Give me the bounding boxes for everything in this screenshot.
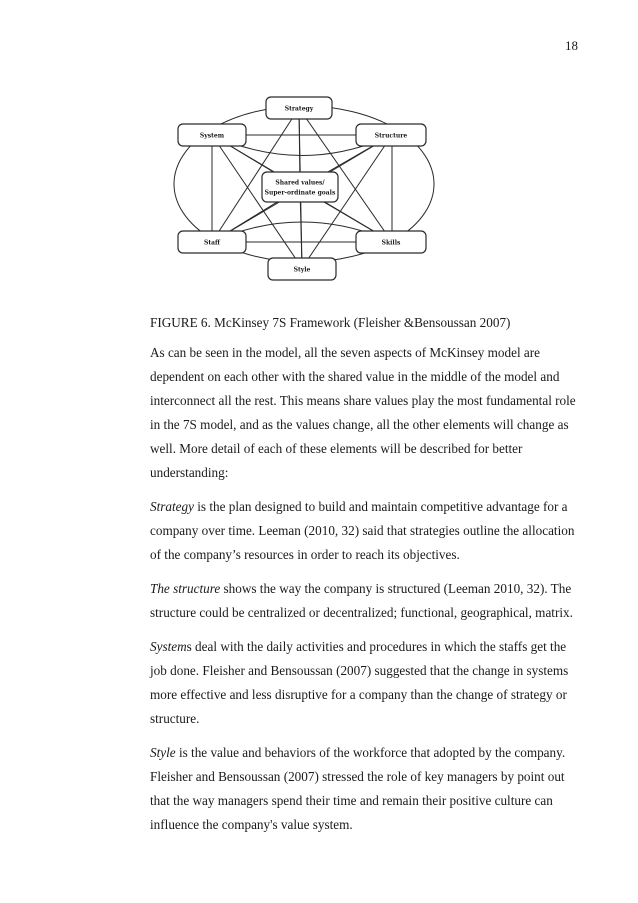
paragraph-strategy-text: is the plan designed to build and maintain competitive advantage for a company over time. Leeman (2010, 32) said that strategies outline the allocation of the company’s resources in order to reach its objectives.: [150, 499, 575, 562]
paragraph-structure-text: shows the way the company is structured (Leeman 2010, 32). The structure could be centralized or decentralized; functional, geographical, matrix.: [150, 581, 573, 620]
paragraph-systems: [150, 635, 580, 731]
mckinsey-7s-diagram: [168, 86, 440, 282]
node-style: [268, 258, 336, 280]
node-shared-values-label-1: Shared values/: [275, 179, 325, 187]
node-strategy: [266, 97, 332, 119]
term-strategy: Strategy: [150, 499, 194, 514]
node-structure: [356, 124, 426, 146]
node-staff-label: Staff: [204, 239, 220, 247]
term-style: Style: [150, 745, 176, 760]
node-style-label: Style: [293, 266, 311, 274]
paragraph-style: [150, 741, 580, 837]
body-text: [150, 311, 580, 847]
paragraph-systems-text: s deal with the daily activities and procedures in which the staffs get the job done. Fleisher and Bensoussan (2007) suggested that the change in systems more effective and less disruptive for a company than the change of strategy or structure.: [150, 639, 569, 726]
term-systems: System: [150, 639, 187, 654]
term-structure: The structure: [150, 581, 221, 596]
node-skills: [356, 231, 426, 253]
paragraph-structure: [150, 577, 580, 625]
intro-paragraph: As can be seen in the model, all the seven aspects of McKinsey model are dependent on each other with the shared value in the middle of the model and interconnect all the rest. This means share values play the most fundamental role in the 7S model, and as the values change, all the other elements will change as well. More detail of each of these elements will be described for better understanding:: [150, 345, 576, 480]
node-system-label: System: [199, 132, 225, 140]
node-shared-values-label-2: Super-ordinate goals: [264, 189, 336, 197]
figure-caption: FIGURE 6. McKinsey 7S Framework (Fleisher &Bensoussan 2007): [150, 315, 511, 330]
node-shared-values: [262, 172, 338, 202]
node-strategy-label: Strategy: [284, 105, 314, 113]
page-number: 18: [565, 38, 578, 53]
paragraph-style-text: is the value and behaviors of the workforce that adopted by the company. Fleisher and Bensoussan (2007) stressed the role of key managers by point out that the way managers spend their time and remain their positive culture can influence the company's value system.: [150, 745, 566, 832]
diagram-svg: [168, 86, 440, 282]
paragraph-strategy: [150, 495, 580, 567]
node-staff: [178, 231, 246, 253]
node-structure-label: Structure: [374, 132, 408, 140]
node-skills-label: Skills: [381, 239, 401, 247]
node-system: [178, 124, 246, 146]
